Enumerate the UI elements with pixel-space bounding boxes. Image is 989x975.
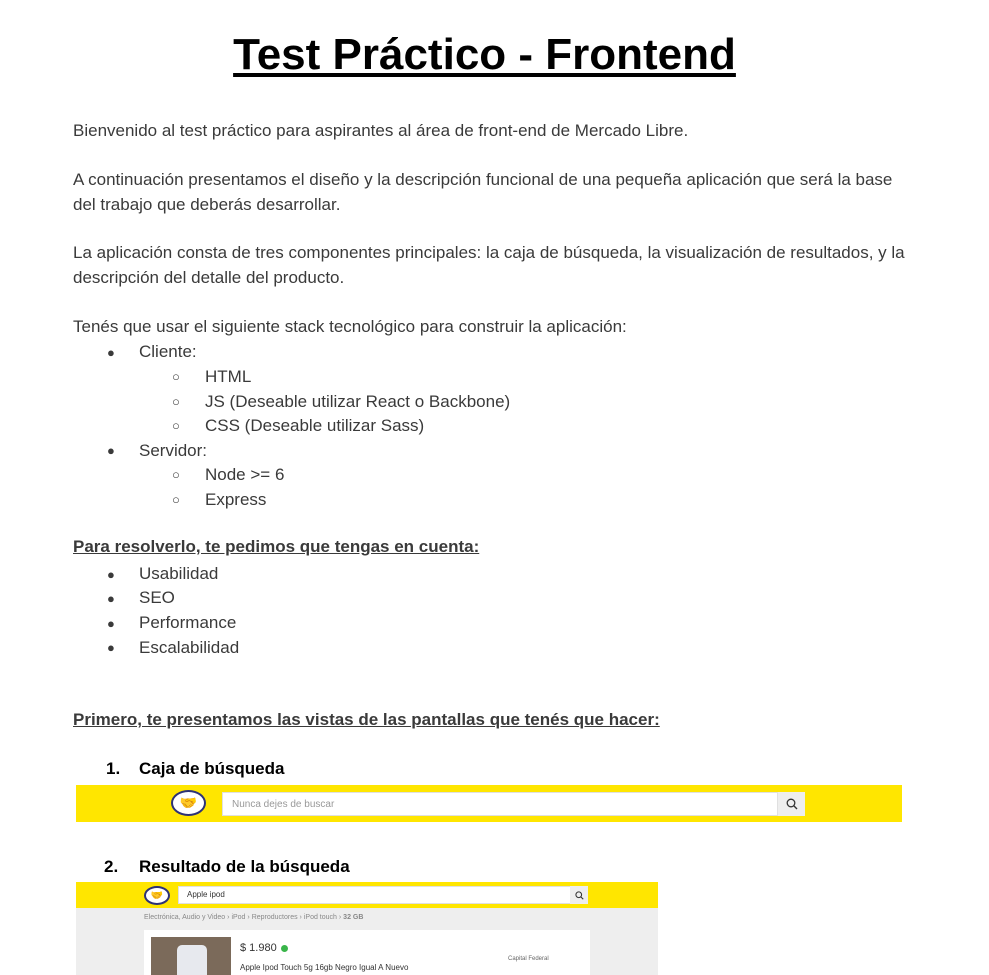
breadcrumb-item: 32 GB: [343, 914, 364, 921]
search-input-mockup: [222, 792, 778, 816]
result-card: [144, 930, 590, 975]
product-title: Apple Ipod Touch 5g 16gb Negro Igual A Nuevo: [240, 963, 409, 972]
results-search-button: [570, 886, 588, 904]
stack-client-label: Cliente:: [139, 342, 197, 361]
search-icon: [786, 798, 798, 810]
stack-server-item: Express: [205, 490, 267, 509]
view-number: 2.: [104, 857, 119, 876]
paragraph-stack: Tenés que usar el siguiente stack tecnológico para construir la aplicación:: [73, 317, 627, 336]
breadcrumb: Electrónica, Audio y Video › iPod › Reproductores › iPod touch › 32 GB: [144, 914, 364, 921]
paragraph-components: La aplicación consta de tres componentes principales: la caja de búsqueda, la visualización de resultados, y la descripción del detalle del producto.: [73, 243, 905, 287]
bullet-icon: ●: [107, 616, 115, 631]
view-number: 1.: [106, 759, 121, 778]
bullet-icon: ●: [107, 591, 115, 606]
results-mockup: [76, 882, 658, 975]
sub-bullet-icon: ○: [172, 467, 180, 482]
considerations-heading: Para resolverlo, te pedimos que tengas en cuenta:: [73, 537, 480, 556]
consideration-item: Usabilidad: [139, 564, 219, 583]
results-search-input: [178, 886, 588, 904]
view-label-search-box: Caja de búsqueda: [139, 759, 285, 778]
consideration-item: Escalabilidad: [139, 638, 240, 657]
sub-bullet-icon: ○: [172, 418, 180, 433]
bullet-icon: ●: [107, 567, 115, 582]
results-query: Apple ipod: [187, 890, 225, 899]
search-button-mockup: [778, 792, 805, 816]
sub-bullet-icon: ○: [172, 394, 180, 409]
search-placeholder: Nunca dejes de buscar: [232, 799, 335, 810]
sub-bullet-icon: ○: [172, 492, 180, 507]
breadcrumb-item: iPod: [231, 914, 246, 921]
product-thumbnail: [151, 937, 231, 975]
breadcrumb-item: Reproductores: [251, 914, 298, 921]
paragraph-welcome: Bienvenido al test práctico para aspirantes al área de front-end de Mercado Libre.: [73, 121, 689, 140]
product-price: $ 1.980: [240, 942, 277, 954]
handshake-logo-icon: 🤝: [171, 790, 206, 816]
handshake-logo-icon: 🤝: [144, 886, 170, 905]
bullet-icon: ●: [107, 443, 115, 458]
sub-bullet-icon: ○: [172, 369, 180, 384]
stack-server-label: Servidor:: [139, 441, 208, 460]
view-label-results: Resultado de la búsqueda: [139, 857, 350, 876]
paragraph-intro: A continuación presentamos el diseño y la descripción funcional de una pequeña aplicación que será la base del trabajo que deberás desarrollar.: [73, 170, 893, 214]
bullet-icon: ●: [107, 640, 115, 655]
search-icon: [575, 891, 584, 900]
stack-client-item: CSS (Deseable utilizar Sass): [205, 416, 425, 435]
views-heading: Primero, te presentamos las vistas de las pantallas que tenés que hacer:: [73, 710, 660, 729]
stack-server-item: Node >= 6: [205, 465, 285, 484]
results-header: [76, 882, 658, 908]
search-box-mockup: [76, 785, 902, 822]
bullet-icon: ●: [107, 345, 115, 360]
free-shipping-icon: [281, 945, 288, 952]
document-title: Test Práctico - Frontend: [233, 30, 736, 79]
consideration-item: SEO: [139, 588, 175, 607]
product-location: Capital Federal: [508, 956, 549, 962]
stack-client-item: HTML: [205, 367, 252, 386]
breadcrumb-item: Electrónica, Audio y Video: [144, 914, 226, 921]
breadcrumb-item: iPod touch: [303, 914, 337, 921]
stack-client-item: JS (Deseable utilizar React o Backbone): [205, 392, 511, 411]
consideration-item: Performance: [139, 613, 237, 632]
